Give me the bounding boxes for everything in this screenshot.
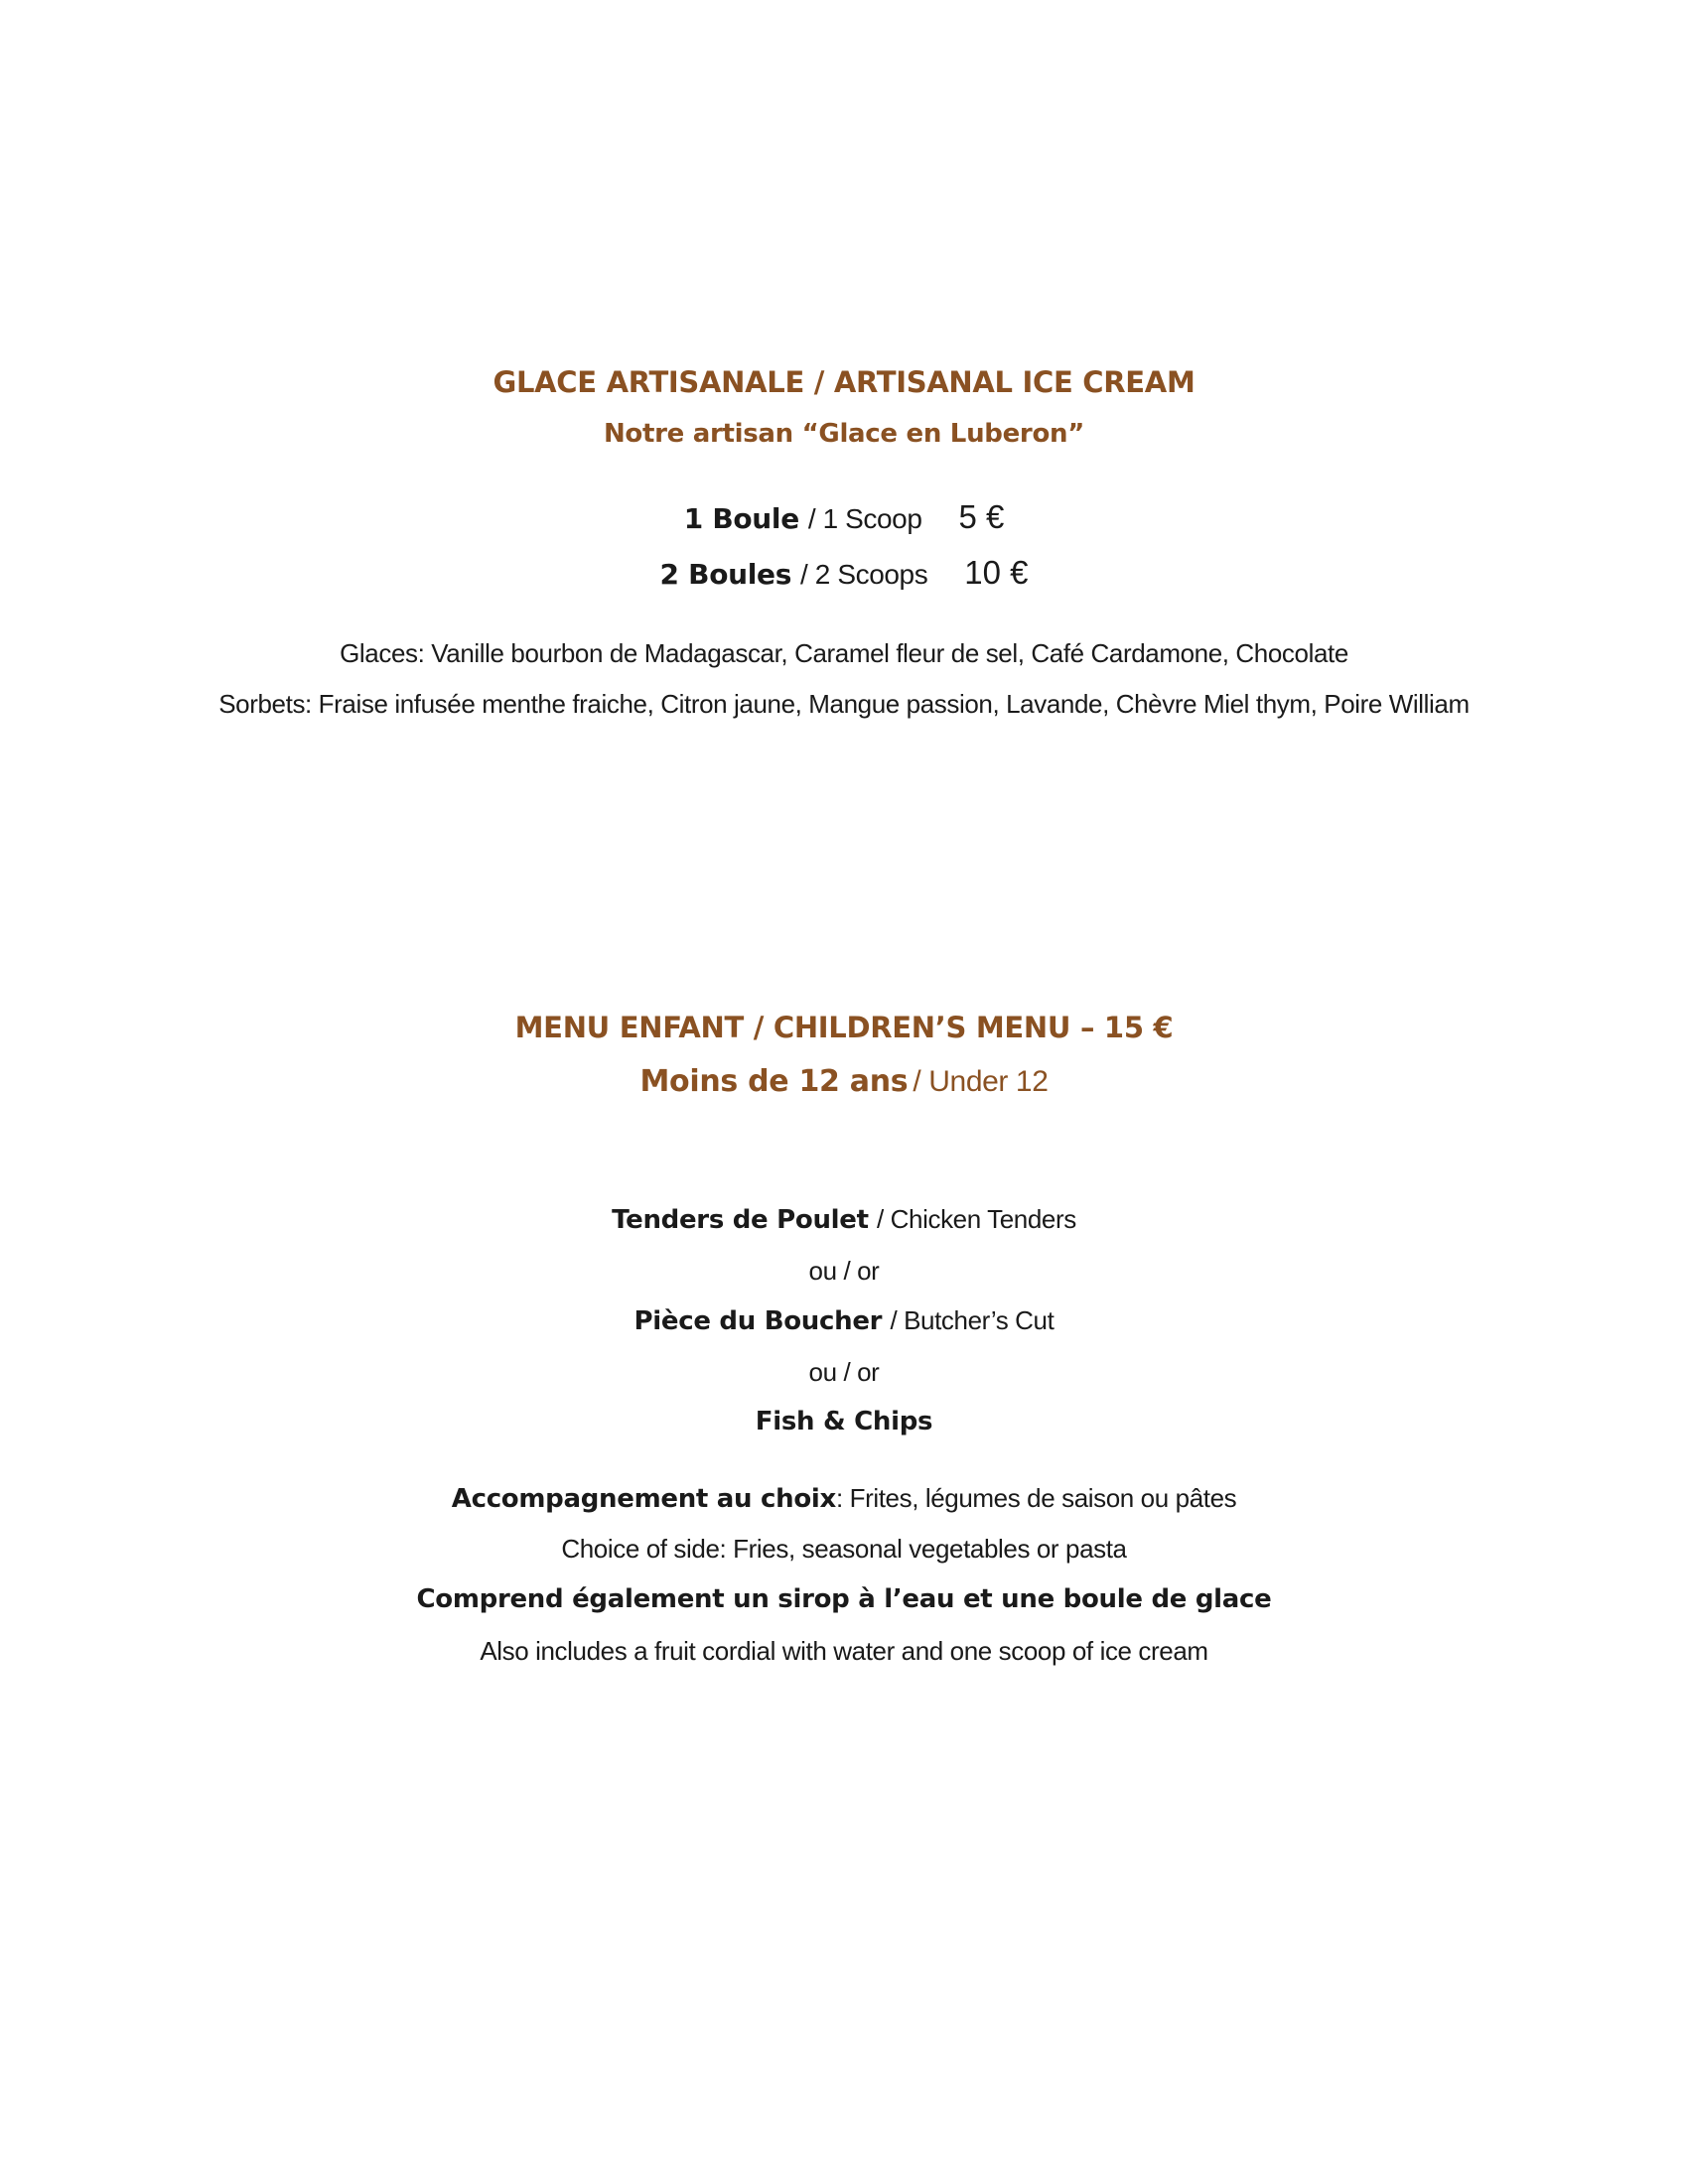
side-label: Accompagnement au choix bbox=[451, 1484, 836, 1514]
dish-name-en: / Chicken Tenders bbox=[877, 1204, 1076, 1234]
dish-name-en: / Butcher’s Cut bbox=[890, 1305, 1055, 1335]
children-menu-age bbox=[0, 1064, 1688, 1099]
dish-name-fr: Pièce du Boucher bbox=[633, 1306, 883, 1336]
age-en: / Under 12 bbox=[913, 1065, 1049, 1098]
item-name-en: / 2 Scoops bbox=[800, 559, 928, 590]
age-fr: Moins de 12 ans bbox=[639, 1064, 909, 1099]
item-name-fr: 1 Boule bbox=[683, 502, 799, 535]
includes-fr: Comprend également un sirop à l’eau et une boule de glace bbox=[416, 1584, 1272, 1614]
dish-item bbox=[0, 1204, 1688, 1235]
ice-cream-item-1 bbox=[0, 498, 1688, 536]
children-menu-title: MENU ENFANT / CHILDREN’S MENU – 15 € bbox=[514, 1011, 1174, 1044]
dish-separator: ou / or bbox=[808, 1256, 880, 1286]
item-price: 10 € bbox=[964, 554, 1029, 591]
ice-cream-flavours: Glaces: Vanille bourbon de Madagascar, Caramel fleur de sel, Café Cardamone, Chocolate bbox=[340, 638, 1348, 668]
ice-cream-title: GLACE ARTISANALE / ARTISANAL ICE CREAM bbox=[492, 365, 1196, 399]
dish-item bbox=[0, 1305, 1688, 1336]
side-options: : Frites, légumes de saison ou pâtes bbox=[835, 1483, 1237, 1513]
dish-separator: ou / or bbox=[808, 1357, 880, 1387]
side-choice-fr bbox=[0, 1483, 1688, 1514]
item-price: 5 € bbox=[958, 498, 1005, 535]
side-choice-en: Choice of side: Fries, seasonal vegetables or pasta bbox=[561, 1534, 1127, 1564]
dish-name-fr: Tenders de Poulet bbox=[612, 1205, 869, 1235]
sorbet-flavours: Sorbets: Fraise infusée menthe fraiche, Citron jaune, Mangue passion, Lavande, Chèvre Miel thym, Poire William bbox=[218, 689, 1470, 719]
dish-item: Fish & Chips bbox=[755, 1407, 933, 1436]
item-name-fr: 2 Boules bbox=[659, 558, 792, 591]
item-name-en: / 1 Scoop bbox=[807, 503, 922, 534]
ice-cream-item-2 bbox=[0, 554, 1688, 592]
includes-en: Also includes a fruit cordial with water and one scoop of ice cream bbox=[480, 1636, 1208, 1666]
ice-cream-subtitle: Notre artisan “Glace en Luberon” bbox=[603, 419, 1085, 449]
